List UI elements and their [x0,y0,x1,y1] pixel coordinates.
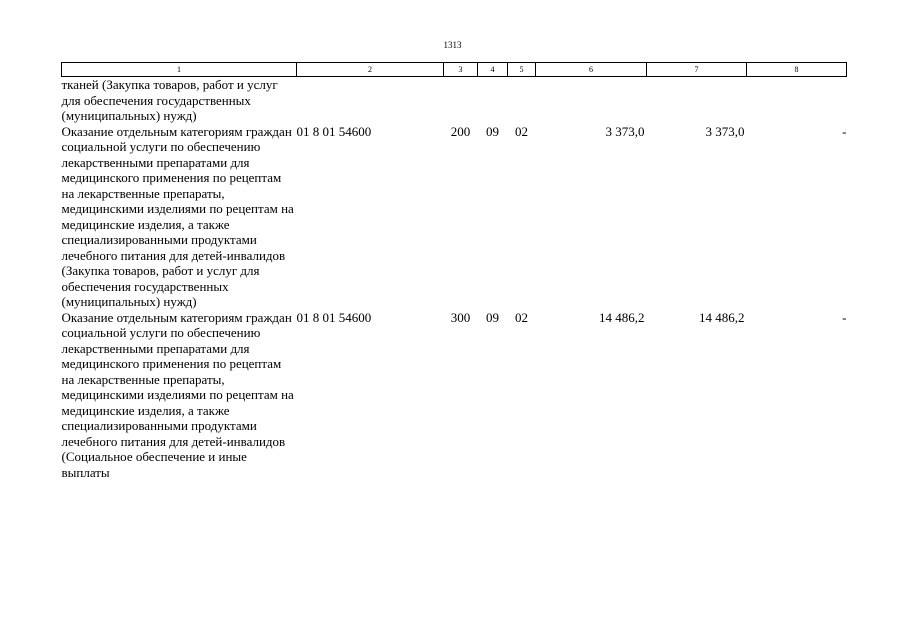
row-sum-1 [536,77,647,124]
row-rz [478,77,508,124]
row-code [297,77,444,124]
header-col-5: 5 [508,63,536,77]
budget-table [61,62,847,480]
row-rz: 09 [486,123,499,139]
row-code: 01 8 01 54600 [296,123,372,139]
header-col-8: 8 [747,63,847,77]
row-name: тканей (Закупка товаров, работ и услуг для обеспечения государственных (муниципальных) нужд) [61,77,278,123]
table-row [62,124,847,310]
table-body [62,77,847,481]
row-vr [444,77,478,124]
table-row [62,310,847,481]
row-rz: 09 [486,309,499,325]
row-sum-1: 14 486,2 [599,309,645,325]
row-pr: 02 [515,123,528,139]
table-header [62,63,847,77]
row-sum-2: 14 486,2 [699,309,745,325]
row-pr [508,77,536,124]
row-sum-3: - [842,309,847,325]
row-name: Оказание отдельным категориям граждан социальной услуги по обеспечению лекарственными препаратами для медицинского применения по рецептам на лекарственные препараты, медицинскими изделиями по рецептам на медицинские изделия, а также специализированными продуктами лечебного питания для детей-инвалидов (Закупка товаров, работ и услуг для обеспечения государственных (муниципальных) нужд) [61,123,294,309]
row-sum-1: 3 373,0 [605,123,645,139]
row-sum-3: - [842,123,847,139]
row-pr: 02 [515,309,528,325]
row-code: 01 8 01 54600 [296,309,372,325]
header-col-4: 4 [478,63,508,77]
row-sum-2: 3 373,0 [705,123,745,139]
header-col-3: 3 [444,63,478,77]
table-row [62,77,847,124]
header-col-2: 2 [297,63,444,77]
row-sum-2 [647,77,747,124]
header-row [62,63,847,77]
header-col-7: 7 [647,63,747,77]
header-col-1: 1 [62,63,297,77]
header-col-6: 6 [536,63,647,77]
row-sum-3 [747,77,847,124]
row-name: Оказание отдельным категориям граждан социальной услуги по обеспечению лекарственными препаратами для медицинского применения по рецептам на лекарственные препараты, медицинскими изделиями по рецептам на медицинские изделия, а также специализированными продуктами лечебного питания для детей-инвалидов (Социальное обеспечение и иные выплаты [61,309,294,480]
row-vr: 200 [450,123,471,139]
page-number: 1313 [443,40,462,50]
row-vr: 300 [450,309,471,325]
